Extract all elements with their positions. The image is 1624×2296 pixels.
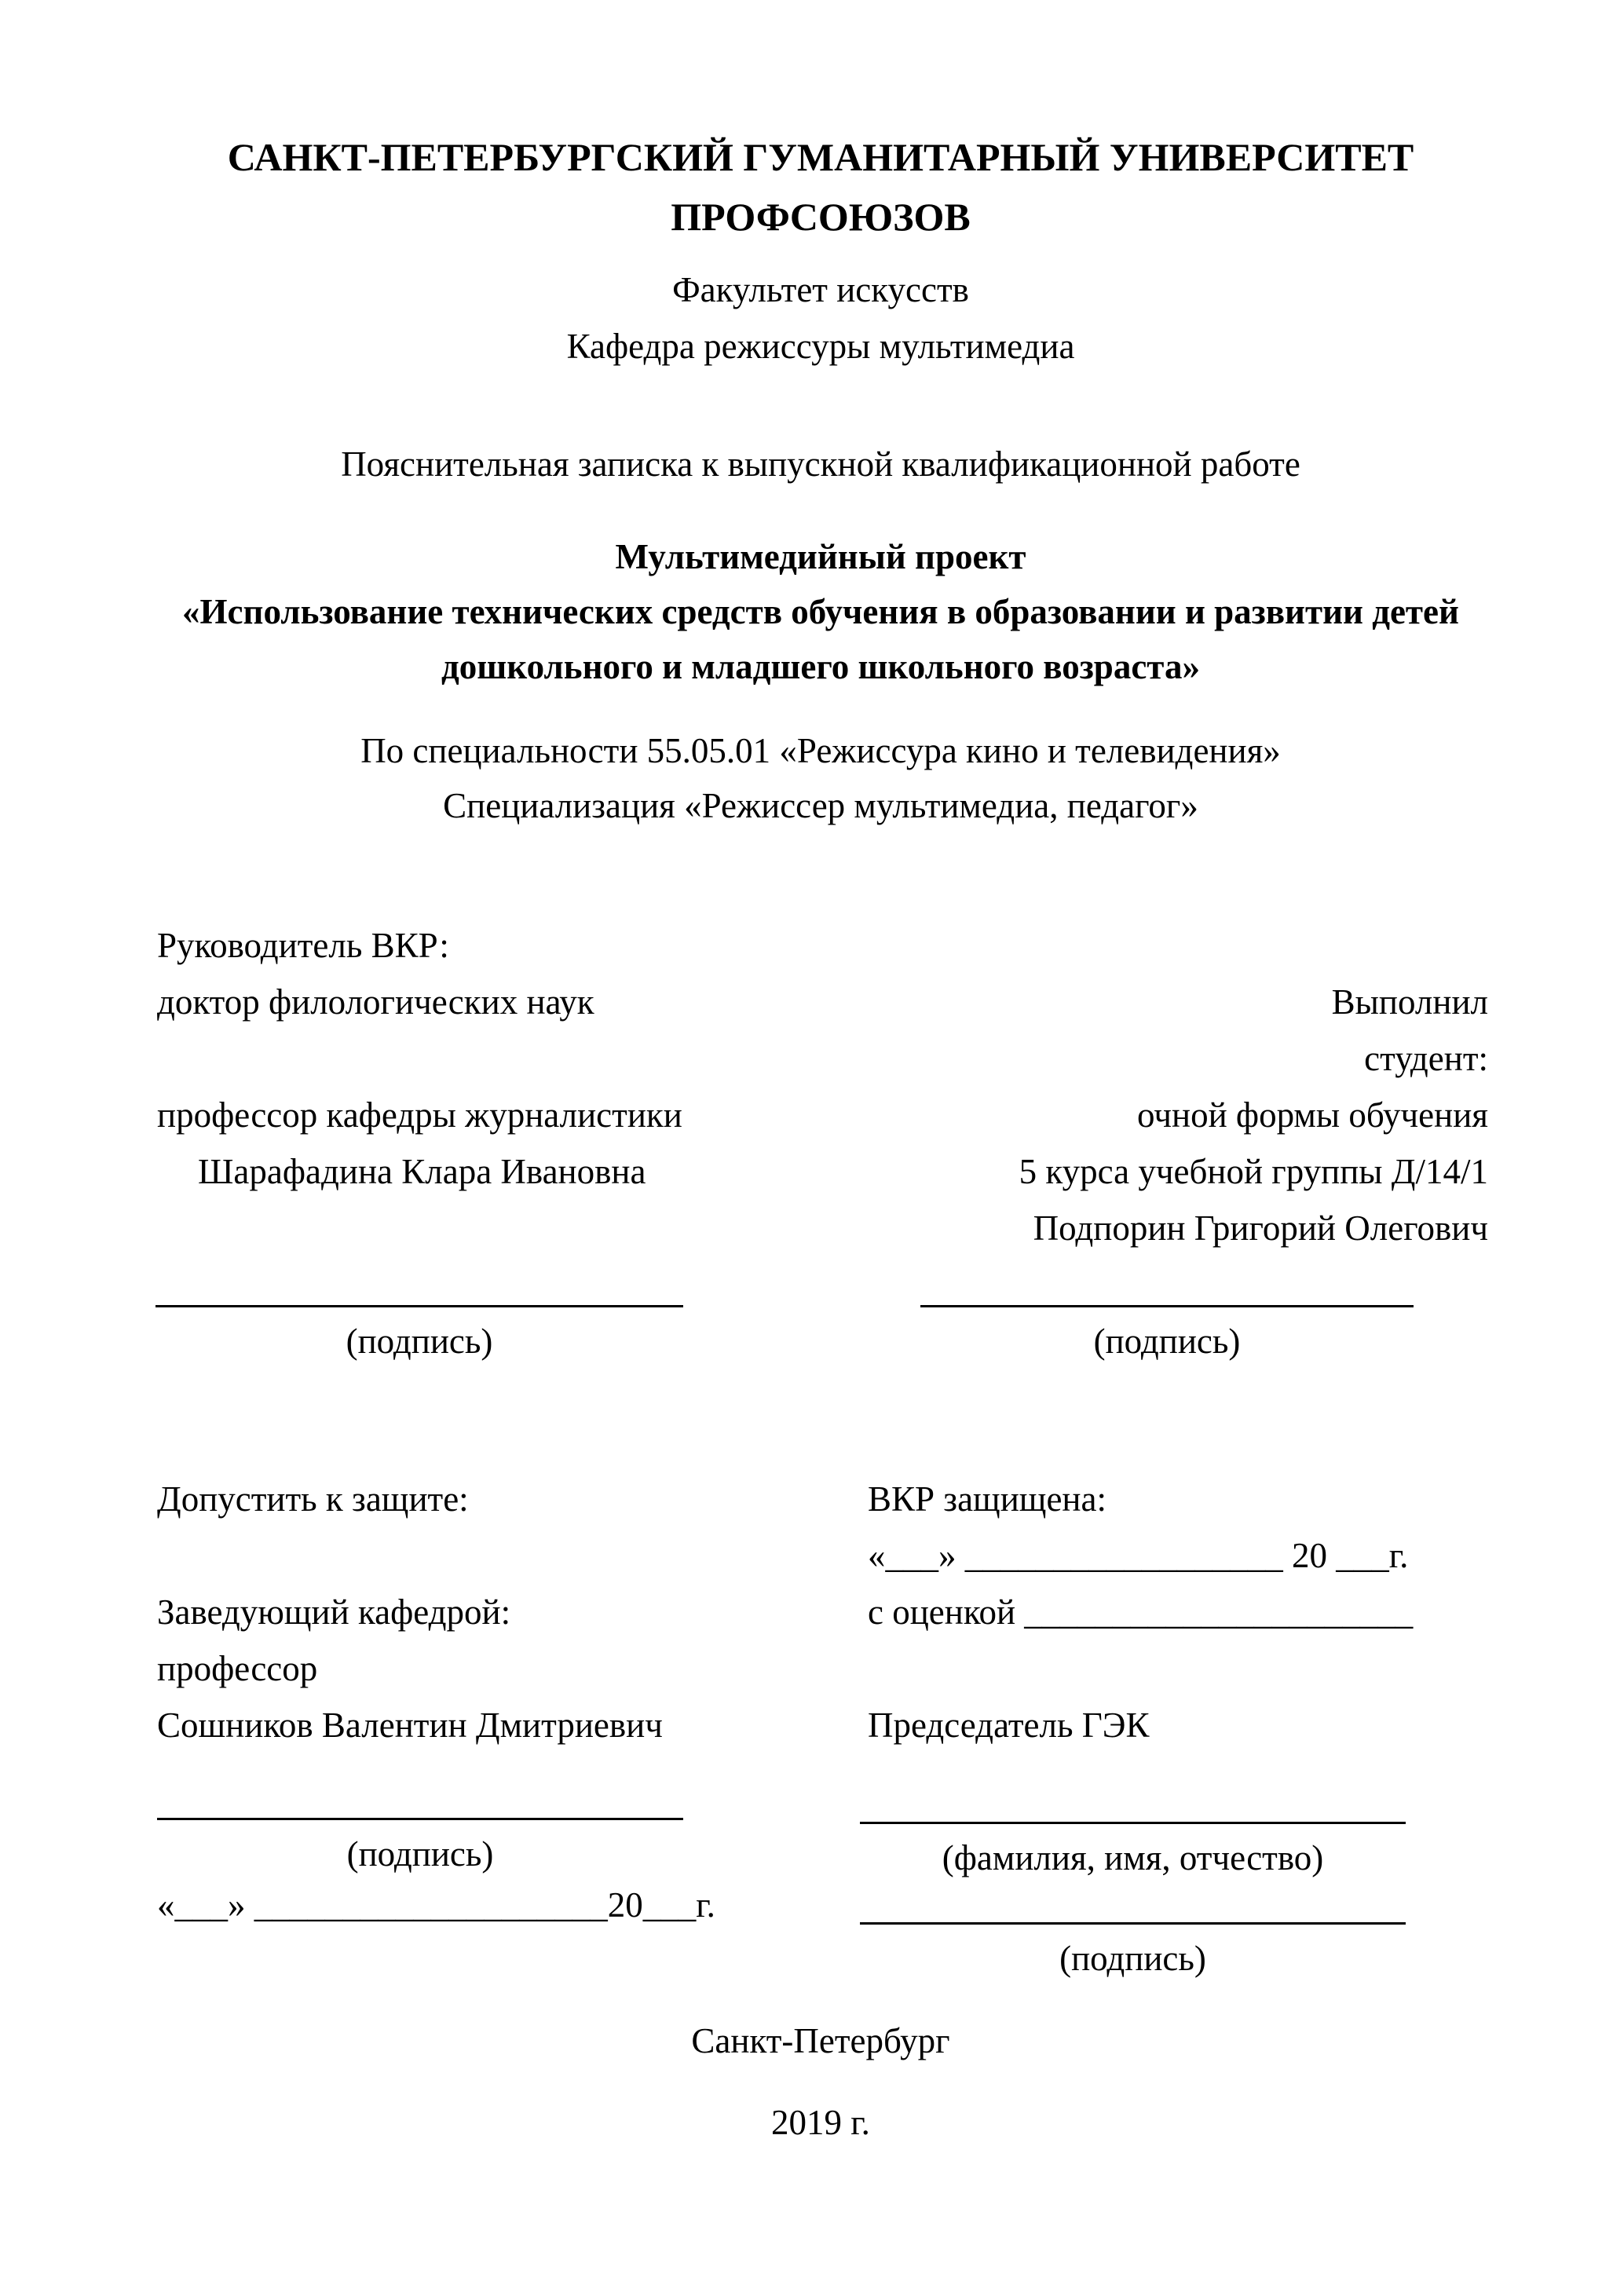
city: Санкт-Петербург	[691, 2021, 950, 2060]
spacer	[868, 1640, 1496, 1697]
study-form: очной формы обучения	[1137, 1095, 1488, 1135]
faculty-department	[157, 261, 1484, 375]
head-name: Сошников Валентин Дмитриевич	[157, 1706, 663, 1745]
defense-block	[868, 1471, 1496, 1753]
defense-date-line: «___» __________________ 20 ___г.	[868, 1536, 1409, 1575]
university-name	[157, 127, 1484, 247]
chairman-signature-caption: (подпись)	[1059, 1939, 1206, 1978]
supervisor-degree: доктор филологических наук	[157, 982, 594, 1022]
spacer	[157, 1527, 832, 1584]
head-rank: профессор	[157, 1649, 318, 1688]
project-title-line2: дошкольного и младшего школьного возраста»	[441, 647, 1200, 686]
student-label: студент:	[1364, 1039, 1488, 1078]
supervisor-signature-line	[155, 1305, 683, 1307]
chairman-fio-caption: (фамилия, имя, отчество)	[942, 1838, 1324, 1877]
project-type: Мультимедийный проект	[615, 537, 1026, 576]
admission-block	[157, 1471, 832, 1753]
document-type: Пояснительная записка к выпускной квалификационной работе	[341, 444, 1300, 484]
student-signature-line	[920, 1305, 1414, 1307]
defense-label: ВКР защищена:	[868, 1479, 1106, 1519]
admission-label: Допустить к защите:	[157, 1479, 469, 1519]
specialization: Специализация «Режиссер мультимедиа, педагог»	[443, 786, 1198, 825]
department-name: Кафедра режиссуры мультимедиа	[566, 327, 1075, 366]
university-name-line2: ПРОФСОЮЗОВ	[671, 195, 971, 239]
project-title-line1: «Использование технических средств обучения в образовании и развитии детей	[182, 592, 1459, 631]
specialty-block	[157, 723, 1484, 833]
project-title	[157, 529, 1484, 694]
supervisor-position: профессор кафедры журналистики	[157, 1095, 682, 1135]
chairman-name-line	[860, 1822, 1406, 1824]
university-name-line1: САНКТ-ПЕТЕРБУРГСКИЙ ГУМАНИТАРНЫЙ УНИВЕРСИТЕТ	[227, 135, 1414, 179]
defense-grade-line: с оценкой ______________________	[868, 1592, 1414, 1632]
chairman-signature-line	[860, 1922, 1406, 1925]
student-group: 5 курса учебной группы Д/14/1	[1019, 1152, 1488, 1191]
head-label: Заведующий кафедрой:	[157, 1592, 511, 1632]
admission-date-line: «___» ____________________20___г.	[157, 1885, 715, 1925]
head-signature-caption: (подпись)	[346, 1834, 494, 1874]
student-block	[785, 974, 1488, 1256]
specialty: По специальности 55.05.01 «Режиссура кино и телевидения»	[360, 731, 1281, 770]
student-name: Подпорин Григорий Олегович	[1033, 1208, 1488, 1248]
year: 2019 г.	[771, 2103, 870, 2142]
head-signature-line	[157, 1818, 683, 1820]
spacer	[157, 1030, 832, 1087]
supervisor-role-label: Руководитель ВКР:	[157, 926, 449, 965]
student-signature-caption: (подпись)	[1093, 1322, 1241, 1361]
chairman-label: Председатель ГЭК	[868, 1706, 1150, 1745]
supervisor-block	[157, 917, 832, 1200]
performed-label: Выполнил	[1331, 982, 1488, 1022]
faculty-name: Факультет искусств	[672, 270, 969, 309]
supervisor-signature-caption: (подпись)	[346, 1322, 493, 1361]
supervisor-name: Шарафадина Клара Ивановна	[198, 1152, 646, 1191]
